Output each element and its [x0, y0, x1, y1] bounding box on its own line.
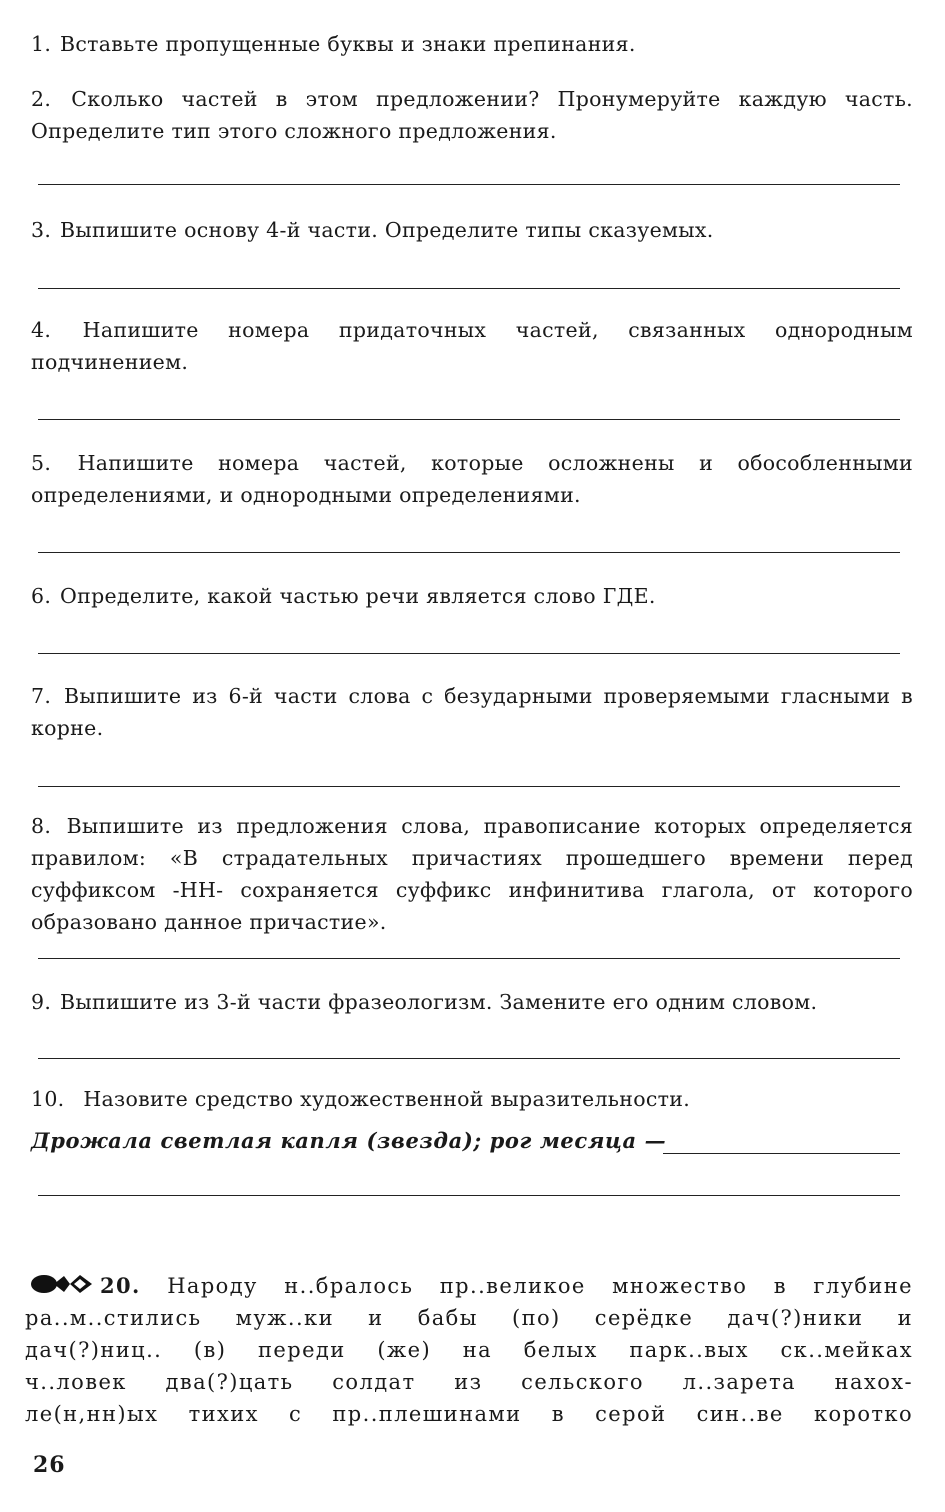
exercise-number: 20. — [100, 1273, 141, 1298]
question-2: 2. Сколько частей в этом предложении? Пронумеруйте каждую часть. Определите тип этого сложного предложения. — [31, 87, 913, 143]
answer-line-3[interactable] — [38, 288, 900, 289]
page-number: 26 — [33, 1452, 66, 1478]
answer-line-8[interactable] — [38, 958, 900, 959]
exercise-20 — [25, 1270, 913, 1430]
answer-line-10[interactable] — [38, 1195, 900, 1196]
answer-line-5[interactable] — [38, 552, 900, 553]
question-8: 8. Выпишите из предложения слова, правописание которых определяется правилом: «В страдательных причастиях прошедшего времени перед суффиксом -НН- сохраняется суффикс инфинитива глагола, от которого образовано данное причастие». — [31, 814, 913, 934]
exercise-line-2: ра..м..стились муж..ки и бабы (по) серёдке дач(?)ники и — [25, 1306, 913, 1330]
question-3: 3. Выпишите основу 4-й части. Определите типы сказуемых. — [31, 218, 714, 242]
answer-line-4[interactable] — [38, 419, 900, 420]
answer-line-9[interactable] — [38, 1058, 900, 1059]
question-9: 9. Выпишите из 3-й части фразеологизм. Замените его одним словом. — [31, 990, 818, 1014]
question-6: 6. Определите, какой частью речи является слово ГДЕ. — [31, 584, 656, 608]
question-4: 4. Напишите номера придаточных частей, связанных однородным подчинением. — [31, 318, 913, 374]
exercise-line-1: 20. Народу н..бралось пр..великое множество в глубине — [100, 1273, 913, 1298]
question-7: 7. Выпишите из 6-й части слова с безударными проверяемыми гласными в корне. — [31, 684, 913, 740]
exercise-line-4: ч..ловек два(?)цать солдат из сельского л..зарета нахох- — [25, 1370, 913, 1394]
exercise-marker-icon — [30, 1272, 94, 1296]
exercise-line-5: ле(н,нн)ых тихих с пр..плешинами в серой син..ве коротко — [25, 1402, 913, 1426]
answer-line-2[interactable] — [38, 184, 900, 185]
question-10-phrase: Дрожала светлая капля (звезда); рог месяца — — [31, 1128, 667, 1153]
answer-line-6[interactable] — [38, 653, 900, 654]
question-10: 10. Назовите средство художественной выразительности. — [31, 1087, 691, 1111]
question-5: 5. Напишите номера частей, которые осложнены и обособленными определениями, и однородными определениями. — [31, 451, 913, 507]
exercise-line-3: дач(?)ниц.. (в) переди (же) на белых парк..вых ск..мейках — [25, 1338, 913, 1362]
answer-line-7[interactable] — [38, 786, 900, 787]
question-1: 1. Вставьте пропущенные буквы и знаки препинания. — [31, 32, 636, 56]
answer-blank-10[interactable] — [663, 1153, 900, 1154]
